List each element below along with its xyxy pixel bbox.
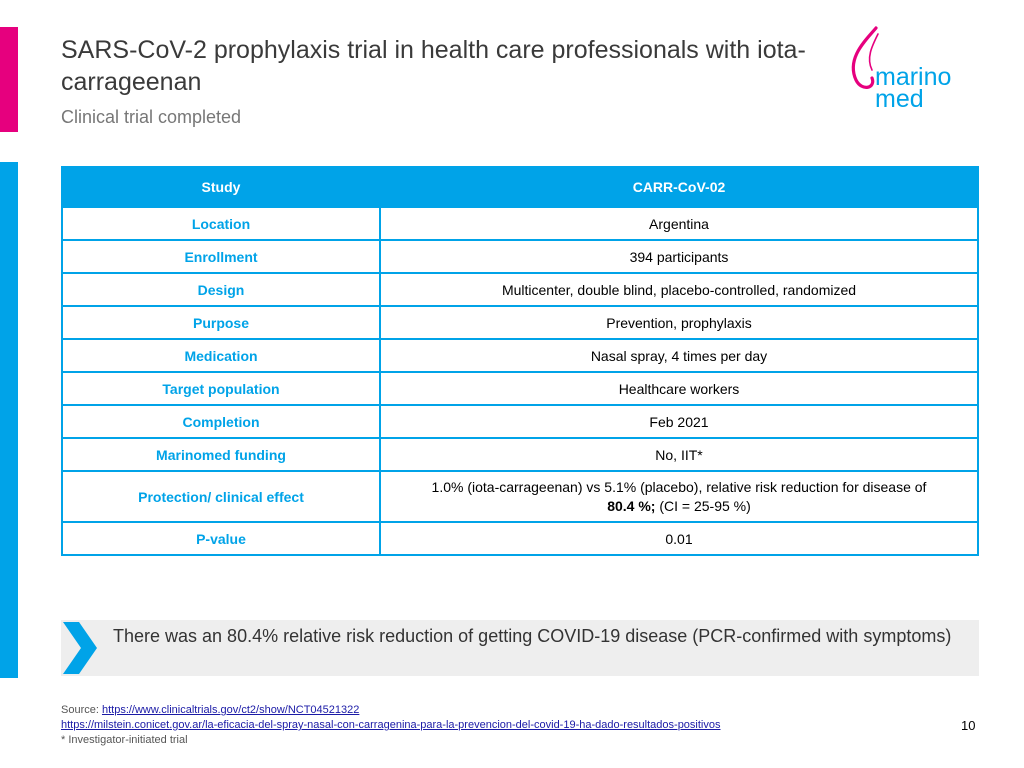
logo-wordmark (875, 63, 952, 113)
table-row (62, 438, 978, 471)
accent-bar-pink (0, 27, 18, 132)
table-row (62, 471, 978, 522)
row-label: Purpose (62, 306, 380, 339)
row-value: Healthcare workers (380, 372, 978, 405)
source-footer (61, 703, 721, 748)
source-link-conicet[interactable]: https://milstein.conicet.gov.ar/la-eficacia-del-spray-nasal-con-carragenina-para-la-prevencion-del-covid-19-ha-dado-resultados-positivos (61, 719, 721, 731)
row-label: P-value (62, 522, 380, 555)
callout-text: There was an 80.4% relative risk reduction of getting COVID-19 disease (PCR-confirmed with symptoms) (113, 626, 952, 646)
effect-text-bold: 80.4 %; (607, 497, 656, 514)
table-row (62, 273, 978, 306)
table-header-value: CARR-CoV-02 (380, 167, 978, 207)
row-value: Prevention, prophylaxis (380, 306, 978, 339)
row-value: 394 participants (380, 240, 978, 273)
table-row (62, 372, 978, 405)
chevron-right-icon (61, 620, 101, 676)
row-label: Enrollment (62, 240, 380, 273)
row-label: Marinomed funding (62, 438, 380, 471)
logo-line-1: marino (875, 63, 952, 91)
row-label: Medication (62, 339, 380, 372)
row-value: No, IIT* (380, 438, 978, 471)
table-row (62, 405, 978, 438)
slide-subtitle: Clinical trial completed (61, 107, 242, 127)
row-value: Argentina (380, 207, 978, 240)
source-link-clinicaltrials[interactable]: https://www.clinicaltrials.gov/ct2/show/NCT04521322 (101, 704, 360, 716)
table-header-label: Study (62, 167, 380, 207)
row-value: 0.01 (380, 522, 978, 555)
source-prefix: Source: (61, 704, 102, 716)
slide-title: SARS-CoV-2 prophylaxis trial in health care professionals with iota-carrageenan (61, 36, 806, 96)
page-number: 10 (961, 718, 976, 733)
logo-line-2: med (875, 85, 924, 113)
row-label: Target population (62, 372, 380, 405)
table-row (62, 339, 978, 372)
accent-bar-blue (0, 162, 18, 678)
row-label: Completion (62, 405, 380, 438)
row-label: Location (62, 207, 380, 240)
row-label: Protection/ clinical effect (62, 471, 380, 522)
footnote: * Investigator-initiated trial (61, 734, 188, 746)
table-row (62, 306, 978, 339)
row-value: Nasal spray, 4 times per day (380, 339, 978, 372)
row-value: Multicenter, double blind, placebo-controlled, randomized (380, 273, 978, 306)
row-value: Feb 2021 (380, 405, 978, 438)
study-table (61, 166, 979, 556)
table-row (62, 240, 978, 273)
table-row (62, 522, 978, 555)
effect-text-part2: (CI = 25-95 %) (655, 497, 751, 514)
table-row (62, 207, 978, 240)
effect-text-part1: 1.0% (iota-carrageenan) vs 5.1% (placebo), relative risk reduction for disease of (431, 478, 927, 495)
table-header-row (62, 167, 978, 207)
row-value-effect (380, 471, 978, 522)
row-label: Design (62, 273, 380, 306)
